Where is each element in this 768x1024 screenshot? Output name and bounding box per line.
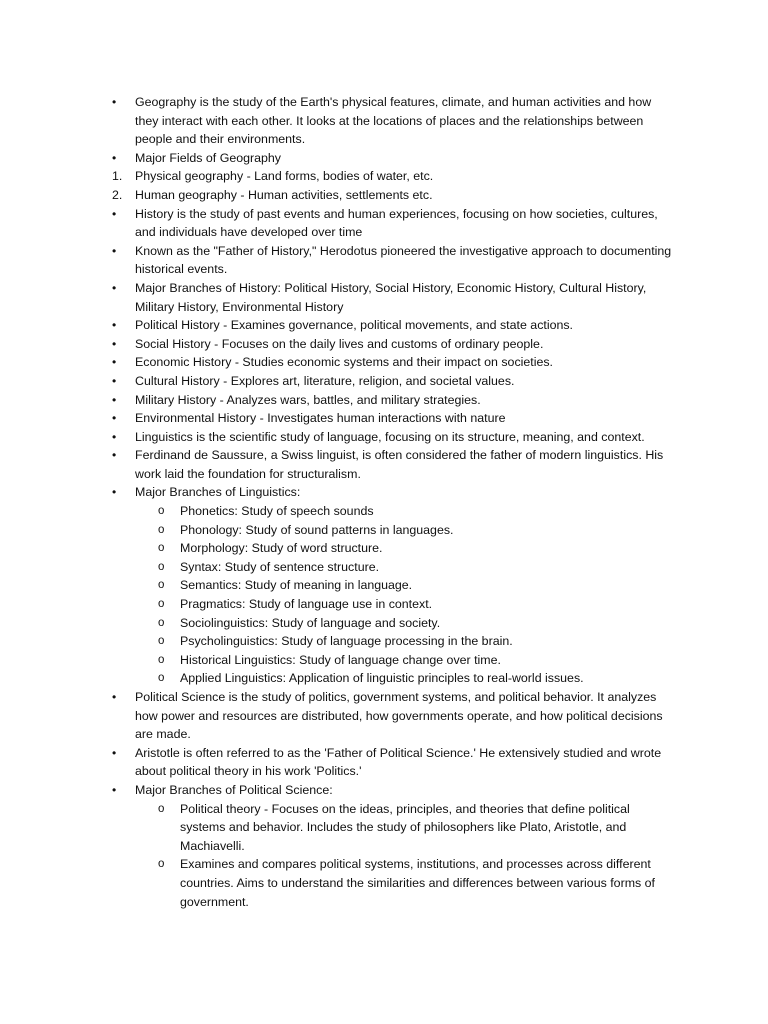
list-item — [0, 576, 768, 595]
list-item — [0, 502, 768, 521]
bullet-icon: • — [112, 206, 117, 221]
list-item — [0, 428, 768, 447]
list-item-text: Linguistics is the scientific study of language, focusing on its structure, meaning, and context. — [135, 429, 645, 444]
bullet-icon: • — [112, 373, 117, 388]
list-item-text: Syntax: Study of sentence structure. — [180, 559, 380, 574]
bullet-icon: • — [112, 95, 117, 109]
list-item — [0, 205, 768, 242]
sub-bullet-icon: o — [158, 505, 165, 518]
sub-bullet-icon: o — [158, 560, 165, 573]
list-item — [0, 614, 768, 633]
sub-bullet-icon: o — [158, 802, 165, 815]
list-number: 1. — [112, 169, 123, 184]
document-page — [0, 93, 768, 911]
list-item-text: History is the study of past events and human experiences, focusing on how societies, cultures, and individuals have developed over time — [135, 206, 658, 240]
list-item — [0, 446, 768, 483]
bullet-icon: • — [112, 318, 117, 333]
list-item — [0, 93, 768, 149]
list-item-text: Aristotle is often referred to as the 'Father of Political Science.' He extensively studied and wrote about political theory in his work 'Politics.' — [135, 745, 662, 779]
bullet-icon: • — [112, 243, 117, 258]
list-item — [0, 149, 768, 168]
list-item — [0, 558, 768, 577]
list-item — [0, 855, 768, 911]
list-item — [0, 521, 768, 540]
list-item — [0, 781, 768, 800]
list-item-text: Historical Linguistics: Study of language change over time. — [180, 652, 501, 667]
list-item-text: Phonetics: Study of speech sounds — [180, 504, 374, 519]
sub-bullet-icon: o — [158, 616, 165, 629]
bullet-icon: • — [112, 745, 117, 760]
list-item-text: Economic History - Studies economic systems and their impact on societies. — [135, 355, 554, 370]
list-item — [0, 167, 768, 186]
sub-bullet-icon: o — [158, 542, 165, 555]
list-item-text: Military History - Analyzes wars, battles, and military strategies. — [135, 392, 481, 407]
bullet-icon: • — [112, 392, 117, 407]
list-item-text: Geography is the study of the Earth's physical features, climate, and human activities and how they interact with each other. It looks at the locations of places and the relationships between people and their environments. — [135, 95, 652, 147]
bullet-icon: • — [112, 782, 117, 797]
list-item — [0, 800, 768, 856]
list-item — [0, 632, 768, 651]
sub-bullet-icon: o — [158, 579, 165, 592]
list-item — [0, 595, 768, 614]
sub-bullet-icon: o — [158, 635, 165, 648]
list-item-text: Major Branches of Political Science: — [135, 782, 333, 797]
list-item — [0, 242, 768, 279]
list-item — [0, 651, 768, 670]
bullet-icon: • — [112, 429, 117, 444]
list-item-text: Phonology: Study of sound patterns in languages. — [180, 522, 454, 537]
list-item-text: Major Fields of Geography — [135, 150, 282, 165]
list-item — [0, 353, 768, 372]
sub-bullet-icon: o — [158, 672, 165, 685]
sub-bullet-icon: o — [158, 598, 165, 611]
list-item-text: Political Science is the study of politics, government systems, and political behavior. It analyzes how power and resources are distributed, how governments operate, and how political decisions are made. — [135, 690, 663, 742]
list-item-text: Social History - Focuses on the daily lives and customs of ordinary people. — [135, 336, 544, 351]
bullet-icon: • — [112, 690, 117, 704]
list-item — [0, 391, 768, 410]
list-item — [0, 279, 768, 316]
list-item-text: Cultural History - Explores art, literature, religion, and societal values. — [135, 373, 515, 388]
list-item-text: Major Branches of Linguistics: — [135, 485, 301, 500]
list-item-text: Sociolinguistics: Study of language and society. — [180, 615, 441, 630]
list-item-text: Examines and compares political systems, institutions, and processes across different countries. Aims to understand the similarities and differences between various forms of government. — [180, 857, 655, 909]
list-item-text: Known as the "Father of History," Herodotus pioneered the investigative approach to documenting historical events. — [135, 243, 672, 277]
list-item-text: Political History - Examines governance, political movements, and state actions. — [135, 318, 573, 333]
list-item — [0, 539, 768, 558]
list-item-text: Environmental History - Investigates human interactions with nature — [135, 411, 506, 426]
list-item — [0, 483, 768, 502]
bullet-icon: • — [112, 336, 117, 351]
list-item-text: Psycholinguistics: Study of language processing in the brain. — [180, 634, 513, 649]
list-item-text: Applied Linguistics: Application of linguistic principles to real-world issues. — [180, 671, 584, 686]
list-item-text: Physical geography - Land forms, bodies of water, etc. — [135, 169, 434, 184]
sub-bullet-icon: o — [158, 523, 165, 536]
sub-bullet-icon: o — [158, 858, 165, 871]
list-item — [0, 186, 768, 205]
bullet-icon: • — [112, 355, 117, 370]
list-item-text: Major Branches of History: Political History, Social History, Economic History, Cultural History, Military History, Environmental History — [135, 280, 647, 314]
list-item — [0, 316, 768, 335]
list-item-text: Pragmatics: Study of language use in context. — [180, 597, 433, 612]
list-item — [0, 688, 768, 744]
bullet-icon: • — [112, 485, 117, 500]
bullet-icon: • — [112, 280, 117, 295]
notes-list — [0, 93, 768, 911]
list-item-text: Human geography - Human activities, settlements etc. — [135, 187, 433, 202]
list-item — [0, 669, 768, 688]
list-item-text: Ferdinand de Saussure, a Swiss linguist, is often considered the father of modern linguistics. His work laid the foundation for structuralism. — [135, 448, 664, 481]
list-number: 2. — [112, 187, 123, 202]
list-item-text: Semantics: Study of meaning in language. — [180, 578, 413, 593]
list-item-text: Political theory - Focuses on the ideas, principles, and theories that define political systems and behavior. Includes the study of philosophers like Plato, Aristotle, and Machiavelli. — [180, 801, 630, 853]
list-item-text: Morphology: Study of word structure. — [180, 541, 383, 556]
list-item — [0, 409, 768, 428]
bullet-icon: • — [112, 448, 117, 463]
list-item — [0, 335, 768, 354]
bullet-icon: • — [112, 411, 117, 426]
list-item — [0, 744, 768, 781]
bullet-icon: • — [112, 150, 117, 165]
list-item — [0, 372, 768, 391]
sub-bullet-icon: o — [158, 653, 165, 666]
